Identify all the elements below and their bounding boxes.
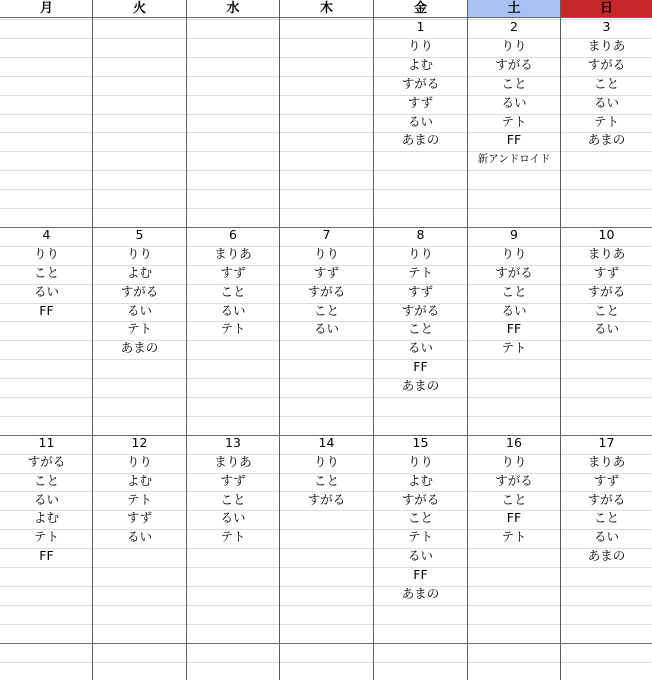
schedule-entry[interactable]: るい: [407, 548, 433, 564]
schedule-entry[interactable]: すがる: [120, 283, 159, 299]
schedule-entry[interactable]: りり: [501, 37, 527, 53]
date-number: 7: [322, 226, 331, 242]
schedule-entry[interactable]: るい: [126, 529, 152, 545]
schedule-entry[interactable]: りり: [501, 245, 527, 261]
date-number: 2: [510, 19, 518, 34]
schedule-entry[interactable]: FF: [506, 132, 522, 148]
grid-row-line: [0, 416, 652, 417]
schedule-entry[interactable]: まりあ: [587, 37, 626, 53]
schedule-entry[interactable]: よむ: [407, 472, 433, 488]
grid-row-line: [0, 586, 652, 587]
schedule-entry[interactable]: テト: [126, 491, 152, 507]
schedule-entry[interactable]: テト: [33, 529, 59, 545]
schedule-entry[interactable]: こと: [407, 321, 433, 337]
date-number: 12: [131, 434, 148, 450]
schedule-entry[interactable]: こと: [501, 75, 527, 91]
schedule-entry[interactable]: すがる: [27, 453, 66, 469]
schedule-entry[interactable]: FF: [506, 321, 522, 337]
schedule-entry[interactable]: こと: [33, 264, 59, 280]
schedule-entry[interactable]: りり: [407, 37, 433, 53]
schedule-entry[interactable]: あまの: [587, 132, 626, 148]
schedule-entry[interactable]: テト: [501, 113, 527, 129]
schedule-entry[interactable]: こと: [593, 510, 619, 526]
weekday-header: 水: [226, 1, 240, 16]
schedule-entry[interactable]: すがる: [587, 491, 626, 507]
schedule-entry[interactable]: すがる: [307, 491, 346, 507]
schedule-entry[interactable]: よむ: [407, 56, 433, 72]
schedule-entry[interactable]: すがる: [401, 491, 440, 507]
schedule-entry[interactable]: るい: [220, 510, 246, 526]
weekday-header: 日: [561, 0, 652, 17]
schedule-entry[interactable]: るい: [126, 302, 152, 318]
schedule-entry[interactable]: すがる: [307, 283, 346, 299]
grid-row-line: [0, 662, 652, 663]
date-number: 15: [412, 434, 429, 450]
grid-row-line: [0, 378, 652, 379]
date-number: 11: [38, 434, 55, 450]
date-number: 17: [598, 434, 615, 450]
grid-row-line: [0, 397, 652, 398]
schedule-entry[interactable]: こと: [220, 283, 246, 299]
schedule-entry[interactable]: すがる: [495, 56, 533, 72]
date-number: 1: [416, 19, 425, 34]
schedule-entry[interactable]: りり: [407, 245, 433, 261]
schedule-entry[interactable]: るい: [33, 283, 59, 299]
schedule-entry[interactable]: りり: [126, 453, 152, 469]
schedule-entry[interactable]: すず: [593, 264, 620, 280]
grid-row-line: [0, 605, 652, 606]
date-number: 9: [510, 226, 518, 242]
schedule-entry[interactable]: こと: [220, 491, 246, 507]
schedule-entry[interactable]: すがる: [587, 283, 626, 299]
schedule-entry[interactable]: テト: [407, 264, 433, 280]
schedule-entry[interactable]: あまの: [401, 586, 440, 601]
date-number: 8: [416, 226, 425, 242]
schedule-entry[interactable]: こと: [593, 302, 619, 318]
schedule-entry[interactable]: るい: [593, 529, 619, 545]
schedule-entry[interactable]: まりあ: [587, 453, 626, 469]
grid-row-line: [0, 170, 652, 171]
schedule-entry[interactable]: よむ: [126, 472, 152, 488]
schedule-entry[interactable]: すず: [313, 264, 340, 280]
schedule-entry[interactable]: こと: [313, 302, 339, 318]
weekday-header: 火: [132, 1, 146, 16]
schedule-entry[interactable]: るい: [501, 302, 527, 318]
schedule-entry[interactable]: FF: [506, 510, 522, 526]
schedule-entry[interactable]: FF: [39, 548, 54, 564]
weekday-header: 木: [319, 1, 333, 16]
date-number: 13: [225, 434, 241, 450]
date-number: 4: [42, 226, 51, 242]
schedule-entry[interactable]: すず: [220, 264, 246, 280]
schedule-entry[interactable]: よむ: [33, 510, 59, 526]
weekday-header: 金: [413, 1, 427, 16]
schedule-entry[interactable]: こと: [501, 283, 527, 299]
date-number: 14: [318, 434, 335, 450]
schedule-entry[interactable]: るい: [220, 302, 246, 318]
schedule-entry[interactable]: こと: [313, 472, 339, 488]
schedule-entry[interactable]: あまの: [587, 548, 626, 564]
schedule-entry[interactable]: まりあ: [214, 245, 252, 261]
grid-row-line: [0, 548, 652, 549]
date-number: 3: [602, 19, 611, 34]
schedule-entry[interactable]: FF: [413, 359, 428, 375]
grid-row-line: [0, 189, 652, 190]
schedule-entry[interactable]: テト: [501, 340, 527, 356]
weekday-header: 土: [468, 0, 560, 17]
schedule-entry[interactable]: すず: [126, 510, 153, 526]
schedule-entry[interactable]: るい: [33, 491, 59, 507]
schedule-entry[interactable]: るい: [593, 94, 619, 110]
schedule-entry[interactable]: すがる: [495, 472, 533, 488]
schedule-entry[interactable]: りり: [33, 245, 59, 261]
schedule-entry[interactable]: こと: [33, 472, 59, 488]
schedule-entry[interactable]: テト: [220, 529, 246, 545]
schedule-entry[interactable]: まりあ: [587, 245, 626, 261]
schedule-entry[interactable]: るい: [407, 113, 433, 129]
schedule-entry[interactable]: あまの: [401, 132, 440, 148]
date-number: 6: [229, 226, 237, 242]
schedule-entry[interactable]: すず: [220, 472, 246, 488]
schedule-entry[interactable]: こと: [501, 491, 527, 507]
schedule-entry[interactable]: りり: [501, 453, 527, 469]
schedule-entry[interactable]: まりあ: [214, 453, 252, 469]
schedule-entry[interactable]: りり: [313, 453, 339, 469]
schedule-entry[interactable]: るい: [501, 94, 527, 110]
schedule-entry[interactable]: すがる: [401, 75, 440, 91]
schedule-entry[interactable]: すず: [407, 283, 434, 299]
column-divider: [279, 0, 280, 680]
schedule-entry[interactable]: りり: [126, 245, 152, 261]
weekday-header: 月: [39, 1, 53, 16]
schedule-entry[interactable]: すがる: [587, 56, 626, 72]
date-number: 5: [135, 226, 144, 242]
schedule-entry[interactable]: あまの: [120, 340, 159, 356]
schedule-entry[interactable]: りり: [313, 245, 339, 261]
schedule-entry[interactable]: すがる: [401, 302, 440, 318]
schedule-entry[interactable]: テト: [407, 529, 433, 545]
schedule-entry[interactable]: りり: [407, 453, 433, 469]
schedule-entry[interactable]: FF: [413, 567, 428, 583]
date-number: 10: [598, 226, 615, 242]
grid-row-line: [0, 208, 652, 209]
schedule-entry[interactable]: あまの: [401, 378, 440, 394]
schedule-entry[interactable]: こと: [407, 510, 433, 526]
date-number: 16: [506, 434, 522, 450]
schedule-entry[interactable]: 新アンドロイド: [477, 153, 551, 166]
schedule-entry[interactable]: るい: [407, 340, 433, 356]
schedule-entry[interactable]: テト: [501, 529, 527, 545]
schedule-entry[interactable]: すず: [407, 94, 434, 110]
week-divider: [0, 643, 652, 644]
schedule-entry[interactable]: テト: [126, 321, 152, 337]
grid-row-line: [0, 359, 652, 360]
schedule-entry[interactable]: すず: [593, 472, 620, 488]
schedule-entry[interactable]: よむ: [126, 264, 152, 280]
schedule-entry[interactable]: るい: [593, 321, 619, 337]
schedule-entry[interactable]: すがる: [495, 264, 533, 280]
schedule-entry[interactable]: FF: [39, 302, 54, 318]
schedule-entry[interactable]: こと: [593, 75, 619, 91]
grid-row-line: [0, 624, 652, 625]
schedule-entry[interactable]: るい: [313, 321, 339, 337]
schedule-entry[interactable]: テト: [220, 321, 246, 337]
grid-row-line: [0, 567, 652, 568]
schedule-entry[interactable]: テト: [593, 113, 619, 129]
column-divider: [186, 0, 187, 680]
